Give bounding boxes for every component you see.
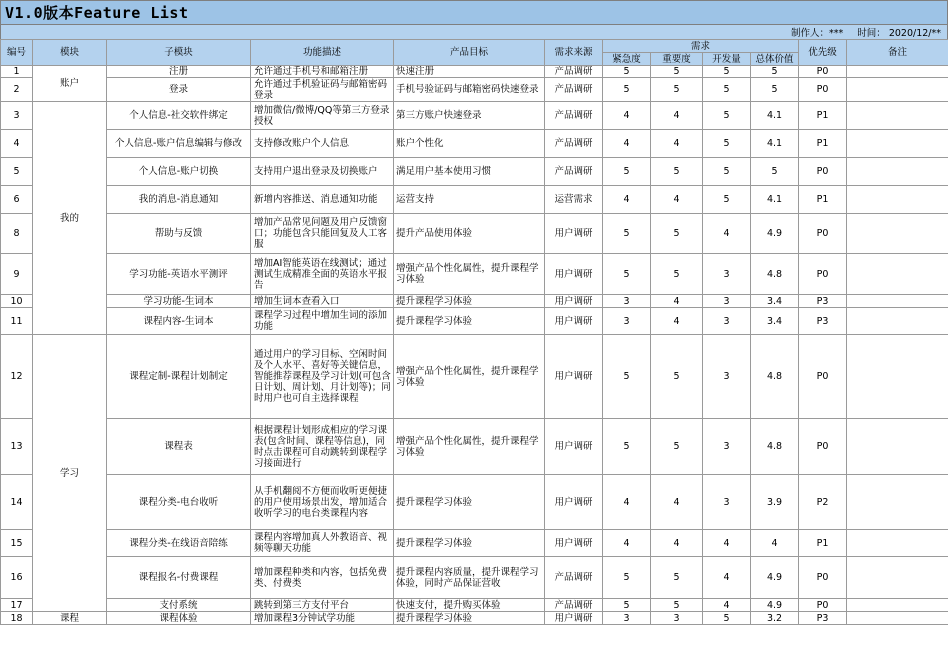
priority-cell: P0	[799, 158, 847, 186]
table-row	[1, 419, 948, 475]
source-cell: 产品调研	[545, 102, 603, 130]
urgency-cell: 5	[603, 599, 651, 612]
goal-cell: 提升课程学习体验	[394, 530, 545, 557]
importance-cell: 5	[651, 335, 703, 419]
total-cell: 4.9	[751, 599, 799, 612]
dev-cell: 5	[703, 102, 751, 130]
goal-cell: 增强产品个性化属性，提升课程学习体验	[394, 419, 545, 475]
table-row	[1, 295, 948, 308]
importance-cell: 4	[651, 475, 703, 530]
importance-cell: 5	[651, 254, 703, 295]
importance-cell: 5	[651, 214, 703, 254]
source-cell: 产品调研	[545, 599, 603, 612]
dev-cell: 5	[703, 78, 751, 102]
desc-cell: 根据课程计划形成相应的学习课表(包含时间、课程等信息)，同时点击课程可自动跳转到课程学习接面进行	[251, 419, 394, 475]
desc-cell: 通过用户的学习目标、空闲时间及个人水平、喜好等关键信息，智能推荐课程及学习计划(可包含日计划、周计划、月计划等)；同时用户也可自主选择课程	[251, 335, 394, 419]
goal-cell: 增强产品个性化属性，提升课程学习体验	[394, 335, 545, 419]
dev-cell: 4	[703, 214, 751, 254]
priority-cell: P1	[799, 186, 847, 214]
total-cell: 5	[751, 66, 799, 78]
row-number-cell: 15	[1, 530, 33, 557]
module-cell: 账户	[33, 66, 107, 102]
urgency-cell: 5	[603, 557, 651, 599]
note-cell	[847, 214, 948, 254]
source-cell: 用户调研	[545, 214, 603, 254]
total-cell: 4.8	[751, 335, 799, 419]
priority-cell: P3	[799, 612, 847, 625]
dev-cell: 5	[703, 66, 751, 78]
desc-cell: 从手机翻阅不方便而收听更便捷的用户使用场景出发，增加适合收听学习的电台类课程内容	[251, 475, 394, 530]
table-row	[1, 254, 948, 295]
dev-cell: 4	[703, 599, 751, 612]
urgency-cell: 5	[603, 254, 651, 295]
urgency-cell: 5	[603, 419, 651, 475]
submodule-cell: 帮助与反馈	[107, 214, 251, 254]
importance-cell: 4	[651, 102, 703, 130]
total-cell: 4.1	[751, 186, 799, 214]
source-cell: 用户调研	[545, 419, 603, 475]
note-cell	[847, 130, 948, 158]
header-demand: 需求	[603, 40, 799, 53]
table-row	[1, 102, 948, 130]
total-cell: 4.9	[751, 557, 799, 599]
table-row	[1, 214, 948, 254]
time-label: 时间：	[857, 28, 886, 39]
source-cell: 产品调研	[545, 66, 603, 78]
submodule-cell: 课程分类-电台收听	[107, 475, 251, 530]
priority-cell: P0	[799, 78, 847, 102]
note-cell	[847, 102, 948, 130]
table-row	[1, 599, 948, 612]
desc-cell: 增加AI智能英语在线测试；通过测试生成精准全面的英语水平报告	[251, 254, 394, 295]
header-module: 模块	[33, 40, 107, 66]
desc-cell: 新增内容推送、消息通知功能	[251, 186, 394, 214]
note-cell	[847, 599, 948, 612]
row-number-cell: 4	[1, 130, 33, 158]
header-no: 编号	[1, 40, 33, 66]
desc-cell: 允许通过手机号和邮箱注册	[251, 66, 394, 78]
submodule-cell: 个人信息-账户切换	[107, 158, 251, 186]
feature-table	[0, 39, 948, 625]
goal-cell: 运营支持	[394, 186, 545, 214]
source-cell: 产品调研	[545, 78, 603, 102]
row-number-cell: 12	[1, 335, 33, 419]
urgency-cell: 5	[603, 78, 651, 102]
desc-cell: 支持用户退出登录及切换账户	[251, 158, 394, 186]
submodule-cell: 学习功能-英语水平测评	[107, 254, 251, 295]
total-cell: 5	[751, 158, 799, 186]
row-number-cell: 1	[1, 66, 33, 78]
source-cell: 用户调研	[545, 295, 603, 308]
table-row	[1, 475, 948, 530]
priority-cell: P3	[799, 295, 847, 308]
note-cell	[847, 78, 948, 102]
row-number-cell: 18	[1, 612, 33, 625]
desc-cell: 增加产品常见问题及用户反馈窗口；功能包含只能回复及人工客服	[251, 214, 394, 254]
desc-cell: 课程学习过程中增加生词的添加功能	[251, 308, 394, 335]
submodule-cell: 登录	[107, 78, 251, 102]
meta-bar	[0, 25, 948, 39]
note-cell	[847, 419, 948, 475]
goal-cell: 满足用户基本使用习惯	[394, 158, 545, 186]
urgency-cell: 3	[603, 308, 651, 335]
row-number-cell: 11	[1, 308, 33, 335]
urgency-cell: 5	[603, 214, 651, 254]
importance-cell: 3	[651, 612, 703, 625]
goal-cell: 手机号验证码与邮箱密码快速登录	[394, 78, 545, 102]
time-info	[857, 25, 941, 39]
row-number-cell: 16	[1, 557, 33, 599]
dev-cell: 3	[703, 335, 751, 419]
table-row	[1, 130, 948, 158]
goal-cell: 提升课程学习体验	[394, 295, 545, 308]
importance-cell: 4	[651, 295, 703, 308]
row-number-cell: 13	[1, 419, 33, 475]
dev-cell: 5	[703, 612, 751, 625]
note-cell	[847, 308, 948, 335]
header-source: 需求来源	[545, 40, 603, 66]
total-cell: 4.8	[751, 254, 799, 295]
note-cell	[847, 158, 948, 186]
submodule-cell: 课程定制-课程计划制定	[107, 335, 251, 419]
dev-cell: 5	[703, 158, 751, 186]
header-goal: 产品目标	[394, 40, 545, 66]
total-cell: 3.9	[751, 475, 799, 530]
priority-cell: P0	[799, 599, 847, 612]
desc-cell: 增加生词本查看入口	[251, 295, 394, 308]
row-number-cell: 2	[1, 78, 33, 102]
priority-cell: P1	[799, 102, 847, 130]
submodule-cell: 课程体验	[107, 612, 251, 625]
source-cell: 运营需求	[545, 186, 603, 214]
dev-cell: 4	[703, 530, 751, 557]
total-cell: 4.9	[751, 214, 799, 254]
dev-cell: 5	[703, 130, 751, 158]
note-cell	[847, 186, 948, 214]
priority-cell: P1	[799, 130, 847, 158]
urgency-cell: 3	[603, 295, 651, 308]
table-row	[1, 78, 948, 102]
desc-cell: 允许通过手机验证码与邮箱密码登录	[251, 78, 394, 102]
header-dev: 开发量	[703, 53, 751, 66]
desc-cell: 增加课程3分钟试学功能	[251, 612, 394, 625]
dev-cell: 3	[703, 419, 751, 475]
header-priority: 优先级	[799, 40, 847, 66]
source-cell: 用户调研	[545, 308, 603, 335]
header-total: 总体价值	[751, 53, 799, 66]
sheet-title: V1.0版本Feature List	[0, 0, 948, 25]
importance-cell: 4	[651, 530, 703, 557]
total-cell: 3.4	[751, 308, 799, 335]
table-row	[1, 612, 948, 625]
table-row	[1, 335, 948, 419]
importance-cell: 4	[651, 130, 703, 158]
urgency-cell: 4	[603, 102, 651, 130]
table-row	[1, 186, 948, 214]
table-row	[1, 308, 948, 335]
header-submodule: 子模块	[107, 40, 251, 66]
importance-cell: 4	[651, 308, 703, 335]
priority-cell: P0	[799, 254, 847, 295]
desc-cell: 跳转到第三方支付平台	[251, 599, 394, 612]
source-cell: 产品调研	[545, 158, 603, 186]
importance-cell: 5	[651, 66, 703, 78]
dev-cell: 3	[703, 475, 751, 530]
source-cell: 产品调研	[545, 557, 603, 599]
total-cell: 4.1	[751, 102, 799, 130]
urgency-cell: 5	[603, 66, 651, 78]
submodule-cell: 课程表	[107, 419, 251, 475]
header-desc: 功能描述	[251, 40, 394, 66]
row-number-cell: 8	[1, 214, 33, 254]
submodule-cell: 课程分类-在线语音陪练	[107, 530, 251, 557]
row-number-cell: 5	[1, 158, 33, 186]
row-number-cell: 3	[1, 102, 33, 130]
priority-cell: P0	[799, 66, 847, 78]
priority-cell: P0	[799, 214, 847, 254]
priority-cell: P0	[799, 419, 847, 475]
table-header	[1, 40, 948, 66]
total-cell: 3.4	[751, 295, 799, 308]
goal-cell: 提升课程学习体验	[394, 475, 545, 530]
row-number-cell: 10	[1, 295, 33, 308]
table-body	[1, 66, 948, 625]
urgency-cell: 4	[603, 130, 651, 158]
goal-cell: 提升课程学习体验	[394, 308, 545, 335]
dev-cell: 3	[703, 295, 751, 308]
table-row	[1, 158, 948, 186]
goal-cell: 第三方账户快速登录	[394, 102, 545, 130]
submodule-cell: 支付系统	[107, 599, 251, 612]
table-row	[1, 557, 948, 599]
urgency-cell: 4	[603, 475, 651, 530]
submodule-cell: 课程报名-付费课程	[107, 557, 251, 599]
row-number-cell: 14	[1, 475, 33, 530]
source-cell: 用户调研	[545, 530, 603, 557]
note-cell	[847, 530, 948, 557]
goal-cell: 提升课程内容质量，提升课程学习体验，同时产品保证营收	[394, 557, 545, 599]
header-importance: 重要度	[651, 53, 703, 66]
submodule-cell: 学习功能-生词本	[107, 295, 251, 308]
source-cell: 用户调研	[545, 335, 603, 419]
importance-cell: 5	[651, 599, 703, 612]
note-cell	[847, 254, 948, 295]
dev-cell: 5	[703, 186, 751, 214]
submodule-cell: 个人信息-账户信息编辑与修改	[107, 130, 251, 158]
source-cell: 产品调研	[545, 130, 603, 158]
importance-cell: 5	[651, 557, 703, 599]
importance-cell: 5	[651, 419, 703, 475]
urgency-cell: 4	[603, 530, 651, 557]
goal-cell: 提升课程学习体验	[394, 612, 545, 625]
note-cell	[847, 295, 948, 308]
module-cell: 学习	[33, 335, 107, 612]
urgency-cell: 5	[603, 158, 651, 186]
row-number-cell: 17	[1, 599, 33, 612]
priority-cell: P0	[799, 557, 847, 599]
submodule-cell: 我的消息-消息通知	[107, 186, 251, 214]
note-cell	[847, 475, 948, 530]
note-cell	[847, 612, 948, 625]
priority-cell: P0	[799, 335, 847, 419]
goal-cell: 快速支付，提升购买体验	[394, 599, 545, 612]
goal-cell: 增强产品个性化属性，提升课程学习体验	[394, 254, 545, 295]
submodule-cell: 注册	[107, 66, 251, 78]
urgency-cell: 4	[603, 186, 651, 214]
priority-cell: P3	[799, 308, 847, 335]
source-cell: 用户调研	[545, 612, 603, 625]
desc-cell: 支持修改账户个人信息	[251, 130, 394, 158]
submodule-cell: 课程内容-生词本	[107, 308, 251, 335]
time-value: 2020/12/**	[888, 28, 941, 39]
goal-cell: 账户个性化	[394, 130, 545, 158]
urgency-cell: 5	[603, 335, 651, 419]
source-cell: 用户调研	[545, 254, 603, 295]
row-number-cell: 9	[1, 254, 33, 295]
total-cell: 5	[751, 78, 799, 102]
desc-cell: 增加课程种类和内容，包括免费类、付费类	[251, 557, 394, 599]
total-cell: 4.8	[751, 419, 799, 475]
author-label: 制作人：***	[791, 28, 844, 39]
importance-cell: 5	[651, 158, 703, 186]
table-row	[1, 530, 948, 557]
row-number-cell: 6	[1, 186, 33, 214]
importance-cell: 5	[651, 78, 703, 102]
note-cell	[847, 557, 948, 599]
desc-cell: 增加微信/微博/QQ等第三方登录授权	[251, 102, 394, 130]
dev-cell: 3	[703, 308, 751, 335]
note-cell	[847, 335, 948, 419]
note-cell	[847, 66, 948, 78]
priority-cell: P1	[799, 530, 847, 557]
dev-cell: 4	[703, 557, 751, 599]
urgency-cell: 3	[603, 612, 651, 625]
goal-cell: 提升产品使用体验	[394, 214, 545, 254]
header-note: 备注	[847, 40, 948, 66]
module-cell: 我的	[33, 102, 107, 335]
table-row	[1, 66, 948, 78]
source-cell: 用户调研	[545, 475, 603, 530]
module-cell: 课程	[33, 612, 107, 625]
priority-cell: P2	[799, 475, 847, 530]
header-urgency: 紧急度	[603, 53, 651, 66]
submodule-cell: 个人信息-社交软件绑定	[107, 102, 251, 130]
dev-cell: 3	[703, 254, 751, 295]
total-cell: 4.1	[751, 130, 799, 158]
importance-cell: 4	[651, 186, 703, 214]
total-cell: 3.2	[751, 612, 799, 625]
total-cell: 4	[751, 530, 799, 557]
goal-cell: 快速注册	[394, 66, 545, 78]
desc-cell: 课程内容增加真人外教语音、视频等聊天功能	[251, 530, 394, 557]
